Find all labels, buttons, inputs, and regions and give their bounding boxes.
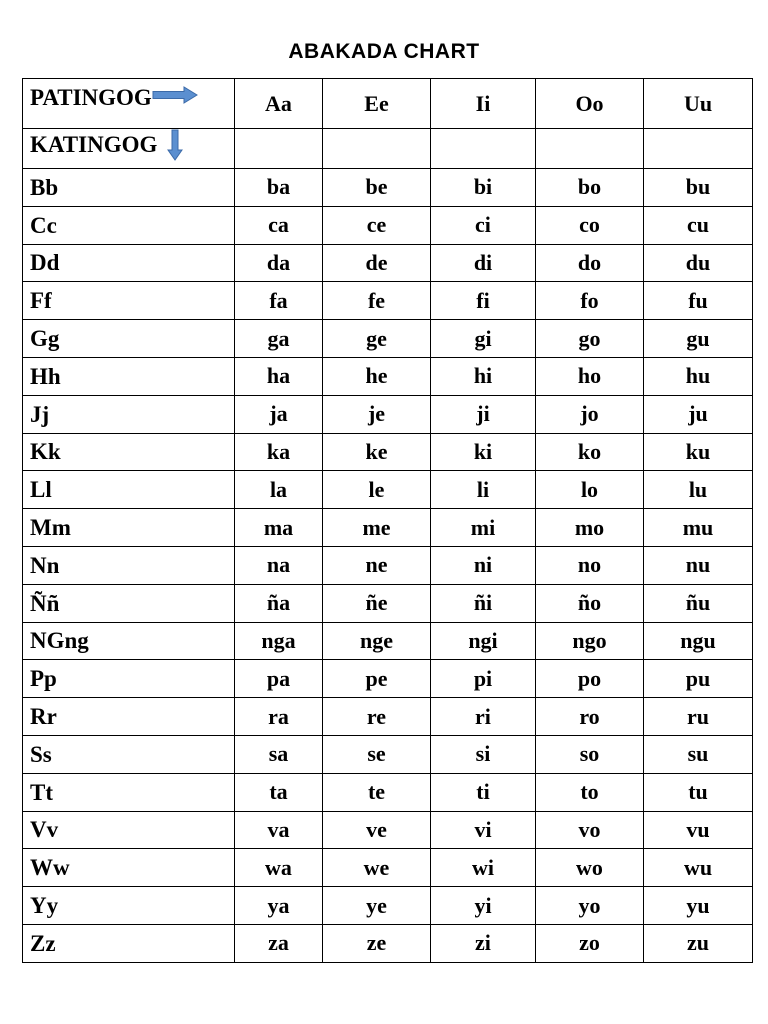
syllable-cell: be	[323, 169, 431, 207]
syllable-cell: su	[644, 735, 753, 773]
syllable-cell: jo	[536, 395, 644, 433]
syllable-cell: fa	[235, 282, 323, 320]
syllable-cell: gi	[431, 320, 536, 358]
table-row	[23, 282, 753, 320]
syllable-cell: mu	[644, 509, 753, 547]
vowel-header: Ii	[431, 79, 536, 129]
table-row	[23, 546, 753, 584]
syllable-cell: to	[536, 773, 644, 811]
table-row	[23, 320, 753, 358]
consonant-cell: Ss	[23, 735, 235, 773]
syllable-cell: ye	[323, 887, 431, 925]
syllable-cell: ci	[431, 206, 536, 244]
patingog-label: PATINGOG	[30, 85, 152, 111]
syllable-cell: te	[323, 773, 431, 811]
syllable-cell: ku	[644, 433, 753, 471]
consonant-cell: Kk	[23, 433, 235, 471]
consonant-cell: Zz	[23, 924, 235, 962]
consonant-cell: Tt	[23, 773, 235, 811]
syllable-cell: fe	[323, 282, 431, 320]
empty-cell	[644, 129, 753, 169]
table-row	[23, 924, 753, 962]
syllable-cell: do	[536, 244, 644, 282]
table-row	[23, 811, 753, 849]
syllable-cell: lu	[644, 471, 753, 509]
syllable-cell: ga	[235, 320, 323, 358]
empty-cell	[235, 129, 323, 169]
syllable-cell: lo	[536, 471, 644, 509]
syllable-cell: yi	[431, 887, 536, 925]
syllable-cell: ra	[235, 698, 323, 736]
syllable-cell: nge	[323, 622, 431, 660]
vowel-header: Aa	[235, 79, 323, 129]
table-row	[23, 244, 753, 282]
syllable-cell: ro	[536, 698, 644, 736]
syllable-cell: vu	[644, 811, 753, 849]
consonant-cell: Ll	[23, 471, 235, 509]
syllable-cell: ce	[323, 206, 431, 244]
syllable-cell: ni	[431, 546, 536, 584]
syllable-cell: ru	[644, 698, 753, 736]
syllable-cell: da	[235, 244, 323, 282]
table-row	[23, 206, 753, 244]
table-row	[23, 660, 753, 698]
arrow-right-icon	[152, 85, 198, 108]
syllable-cell: ri	[431, 698, 536, 736]
syllable-cell: ba	[235, 169, 323, 207]
consonant-cell: Hh	[23, 357, 235, 395]
syllable-cell: tu	[644, 773, 753, 811]
syllable-cell: wu	[644, 849, 753, 887]
syllable-cell: ya	[235, 887, 323, 925]
consonant-cell: Vv	[23, 811, 235, 849]
syllable-cell: ha	[235, 357, 323, 395]
syllable-cell: we	[323, 849, 431, 887]
syllable-cell: ño	[536, 584, 644, 622]
syllable-cell: ne	[323, 546, 431, 584]
syllable-cell: co	[536, 206, 644, 244]
syllable-cell: la	[235, 471, 323, 509]
syllable-cell: pa	[235, 660, 323, 698]
syllable-cell: wo	[536, 849, 644, 887]
syllable-cell: ki	[431, 433, 536, 471]
table-row	[23, 887, 753, 925]
syllable-cell: bo	[536, 169, 644, 207]
empty-cell	[536, 129, 644, 169]
syllable-cell: he	[323, 357, 431, 395]
vowel-header-row	[23, 79, 753, 129]
syllable-cell: bu	[644, 169, 753, 207]
consonant-cell: Ww	[23, 849, 235, 887]
syllable-cell: ca	[235, 206, 323, 244]
vowel-header: Uu	[644, 79, 753, 129]
syllable-cell: cu	[644, 206, 753, 244]
syllable-cell: zu	[644, 924, 753, 962]
katingog-header-cell	[23, 129, 235, 169]
syllable-cell: sa	[235, 735, 323, 773]
syllable-cell: nga	[235, 622, 323, 660]
syllable-cell: na	[235, 546, 323, 584]
consonant-cell: Jj	[23, 395, 235, 433]
table-row	[23, 849, 753, 887]
syllable-cell: so	[536, 735, 644, 773]
table-row	[23, 509, 753, 547]
syllable-cell: si	[431, 735, 536, 773]
table-row	[23, 584, 753, 622]
consonant-cell: Cc	[23, 206, 235, 244]
syllable-cell: ke	[323, 433, 431, 471]
syllable-cell: ta	[235, 773, 323, 811]
syllable-cell: se	[323, 735, 431, 773]
syllable-cell: no	[536, 546, 644, 584]
consonant-cell: Ff	[23, 282, 235, 320]
syllable-cell: fo	[536, 282, 644, 320]
empty-cell	[323, 129, 431, 169]
syllable-cell: li	[431, 471, 536, 509]
consonant-cell: Bb	[23, 169, 235, 207]
syllable-cell: hu	[644, 357, 753, 395]
syllable-cell: ngo	[536, 622, 644, 660]
syllable-cell: du	[644, 244, 753, 282]
syllable-cell: yo	[536, 887, 644, 925]
syllable-cell: wi	[431, 849, 536, 887]
consonant-cell: Mm	[23, 509, 235, 547]
table-row	[23, 357, 753, 395]
table-row	[23, 433, 753, 471]
syllable-cell: ti	[431, 773, 536, 811]
syllable-cell: ze	[323, 924, 431, 962]
syllable-cell: zo	[536, 924, 644, 962]
syllable-cell: fu	[644, 282, 753, 320]
consonant-cell: Gg	[23, 320, 235, 358]
consonant-header-row	[23, 129, 753, 169]
syllable-cell: ji	[431, 395, 536, 433]
consonant-cell: Pp	[23, 660, 235, 698]
syllable-cell: va	[235, 811, 323, 849]
empty-cell	[431, 129, 536, 169]
syllable-cell: go	[536, 320, 644, 358]
syllable-cell: gu	[644, 320, 753, 358]
syllable-cell: bi	[431, 169, 536, 207]
syllable-cell: di	[431, 244, 536, 282]
syllable-cell: le	[323, 471, 431, 509]
vowel-header: Ee	[323, 79, 431, 129]
syllable-cell: mi	[431, 509, 536, 547]
consonant-cell: Nn	[23, 546, 235, 584]
syllable-cell: fi	[431, 282, 536, 320]
table-row	[23, 395, 753, 433]
syllable-cell: za	[235, 924, 323, 962]
consonant-cell: Yy	[23, 887, 235, 925]
syllable-cell: ko	[536, 433, 644, 471]
syllable-cell: ñu	[644, 584, 753, 622]
syllable-cell: pu	[644, 660, 753, 698]
table-row	[23, 169, 753, 207]
arrow-down-icon	[167, 129, 183, 165]
patingog-header-cell	[23, 79, 235, 129]
syllable-cell: de	[323, 244, 431, 282]
consonant-cell: NGng	[23, 622, 235, 660]
syllable-cell: ma	[235, 509, 323, 547]
katingog-label: KATINGOG	[30, 132, 158, 157]
syllable-cell: je	[323, 395, 431, 433]
consonant-cell: Dd	[23, 244, 235, 282]
syllable-cell: nu	[644, 546, 753, 584]
syllable-cell: ña	[235, 584, 323, 622]
syllable-cell: vi	[431, 811, 536, 849]
syllable-cell: ju	[644, 395, 753, 433]
syllable-cell: re	[323, 698, 431, 736]
syllable-cell: me	[323, 509, 431, 547]
syllable-cell: hi	[431, 357, 536, 395]
syllable-cell: ho	[536, 357, 644, 395]
consonant-cell: Rr	[23, 698, 235, 736]
table-row	[23, 471, 753, 509]
syllable-cell: ka	[235, 433, 323, 471]
table-row	[23, 773, 753, 811]
page-title: ABAKADA CHART	[288, 40, 480, 63]
table-row	[23, 698, 753, 736]
table-body	[23, 79, 753, 963]
syllable-cell: wa	[235, 849, 323, 887]
syllable-cell: vo	[536, 811, 644, 849]
syllable-cell: mo	[536, 509, 644, 547]
syllable-cell: pe	[323, 660, 431, 698]
syllable-cell: ñi	[431, 584, 536, 622]
abakada-table	[22, 78, 753, 963]
consonant-cell: Ññ	[23, 584, 235, 622]
syllable-cell: ñe	[323, 584, 431, 622]
syllable-cell: ja	[235, 395, 323, 433]
syllable-cell: zi	[431, 924, 536, 962]
syllable-cell: pi	[431, 660, 536, 698]
syllable-cell: ngi	[431, 622, 536, 660]
table-row	[23, 622, 753, 660]
syllable-cell: yu	[644, 887, 753, 925]
syllable-cell: po	[536, 660, 644, 698]
syllable-cell: ve	[323, 811, 431, 849]
syllable-cell: ge	[323, 320, 431, 358]
syllable-cell: ngu	[644, 622, 753, 660]
vowel-header: Oo	[536, 79, 644, 129]
table-row	[23, 735, 753, 773]
